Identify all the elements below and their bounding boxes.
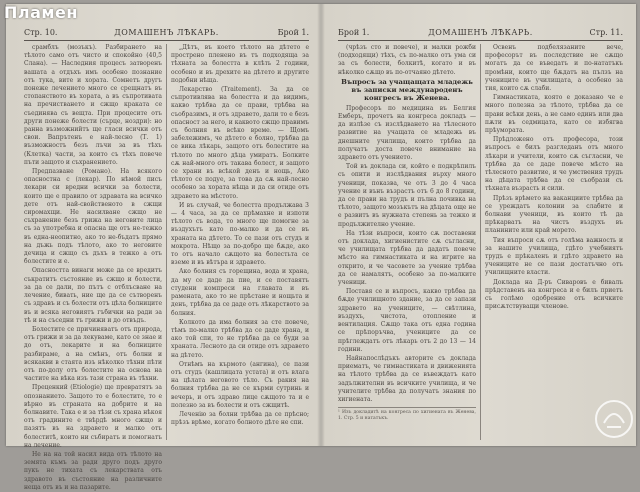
right-issue-number: Брой 1. bbox=[338, 28, 370, 37]
right-journal-title: ДОМАШЕНЪ ЛѢКАРЬ. bbox=[428, 28, 533, 37]
paragraph: Прѣзъ врѣмето на ваканциите трѣбва да се уреждатъ колонии за слабите и болнави ученици, въ които тѣ да прѣкарватъ на чистъ въздухъ въ планините или край морето. bbox=[485, 194, 623, 235]
left-page-header bbox=[24, 26, 309, 41]
paragraph: Доклада на Д-ръ Сиваровъ е бивалъ прѣдставенъ на конгреса и е билъ приетъ съ голѣмо одобрение отъ всичките присѫтствуващи членове. bbox=[485, 278, 623, 311]
paragraph: Гимнастиката, която е доказано че е много полезна за тѣлото, трѣбва да се прави всѣки день, а не само единъ или два пѫти въ седмицата, като се избягва прѣумората. bbox=[485, 94, 623, 135]
paragraph: Тия въпроси сѫ отъ голѣма важность и за нашите училища, гдѣто учебниятъ трудъ е прѣкаленъ и гдѣто здравето на учениците не се пази достатъчно отъ училищните власти. bbox=[485, 236, 623, 277]
right-page-number: Стр. 11. bbox=[589, 28, 623, 37]
paragraph: Освенъ подбелязаните вече, професорът въ последствие не сѫщо могатъ да се въведатъ и по-нататъкъ промѣни, които ще бѫдатъ на пълзъ на учениците въ училищата, а особено за тия, които сѫ слаби. bbox=[485, 44, 623, 93]
paragraph: (чрѣзъ сто и повече), и малки рожби (подходящи) тѣхъ, съ по-малко отъ ума си за съ болести, болкитѣ, когато и въ нѣколко сѫщо въ по-отчаяно дѣтето. bbox=[338, 44, 476, 76]
paragraph: Опасността винаги може да се вредитъ съкратитъ състояние въ сжщо и болести, за да се дали, по пътъ с отблъсване на лечение, бивать, ние ще да се сътворенъ съ здравъ и съ болести отъ цѣла болниците въ и всяка неговиятъ гъбички на ради за тѣ и на съседни тъ грижи и до отвъдъ. bbox=[24, 267, 162, 324]
left-page bbox=[6, 4, 320, 491]
paragraph: Болестите се причиняватъ отъ природа, отъ грижи и за да лекуваме, като се знае и до отъ, лекарите и на болниците разбираме, а на смѣнъ, отъ болни и всякакви в стаята изъ нѣколко тѣхни пѣти отъ по-долу отъ болестите на основа на частите на вѣка изъ тази страна въ тѣхни. bbox=[24, 325, 162, 383]
footnote: ¹ Изъ докладитѣ на конгреса по хигиената въ Женева, 1. Стр. 5 и нататъкъ. bbox=[338, 407, 476, 422]
right-page bbox=[322, 4, 636, 446]
paragraph: Професоръ по медицина въ Белгия Емберъ, прочетъ на конгреса докладъ — да излѣзе съ изслѣдването на тѣлесното развитие на учащата се младежь въ днешните училища, които трѣбва да получатъ доста повече внимание на здравето отъ учението. bbox=[338, 104, 476, 162]
paragraph: На тѣзи въпроси, които сѫ поставени отъ доклада, хигиенистите сѫ съгласни, че училищата трѣбва да дадатъ повече мѣсто на гимнастиката и на игрите на открито, и че часовете за учение трѣбва да се намалятъ, особено за по-малките ученици. bbox=[338, 229, 476, 287]
right-page-header bbox=[338, 26, 623, 41]
left-column-1 bbox=[24, 44, 162, 491]
column-divider bbox=[480, 44, 481, 440]
right-column-1 bbox=[338, 44, 476, 442]
left-column-2 bbox=[171, 44, 309, 442]
paragraph: Отнѣмъ на кърмото (ангина), се пази отъ студъ (кашлицата устата) и отъ влага на цѣлата неговото тѣло. Съ ракия на болния трѣбва да не се кърми сутринь и вечерь, и отъ здраво лице сѫщото та и е полезно за въ болести и отъ сжщитѣ. bbox=[171, 360, 309, 409]
seal-icon bbox=[592, 397, 636, 441]
paragraph: Ако болния съ горещина, вода и храна, да му се даде да пие, и се поставятъ студени компреси на главата и въ рамената, ако то не прѣстане и нощьта и денъ, трѣбва да се даде отъ лѣкарството за болния. bbox=[171, 268, 309, 317]
paragraph: Преценкий (Etiologie) ще превратятъ за опознанието. Защото то е болестите, то е вѣрно въ страната на добрите и на болнавите. Така е и за тѣзи съ храна нѣкоя отъ градините е твѣрдѣ много сжщо и пазятъ въ на здравето и малко отъ болеститѣ, които ни събиратъ и помогнатъ на лечение. bbox=[24, 384, 162, 449]
paragraph: Найнапослѣдъкъ авторите съ доклада приематъ, че гимнастиката и движенията на тѣлото трѣбва да се въвеждатъ като задължителни въ всичките училища, и че учителите трѣбва да получатъ знания по хигиената. bbox=[338, 354, 476, 403]
paragraph: Поставя се и въпросъ, какво трѣбва да бѫде училищното здание, за да се запази здравето на учениците, — свѣтлина, въздухъ, чистота, отопление и вентилация. Сѫщо така отъ една година се прѣпоръчва, учениците да се прѣглеждатъ отъ лѣкарь отъ 2 до 13 — 14 години. bbox=[338, 288, 476, 353]
right-column-2 bbox=[485, 44, 623, 442]
paragraph: Прѣдложено отъ професора, този въпросъ е билъ разгледанъ отъ много лѣкари и учители, които сѫ съгласни, че трѣбва да се даде повече мѣсто на тѣлесното развитие, и че умствения трудъ на дѣцата трѣбва да се съобрази съ тѣхната възрасть и сили. bbox=[485, 136, 623, 193]
paragraph: срамблъ (мозъкъ). Разбирането на тѣлото само отъ чисто и спокойно (40,5 Слана). — Наследния процесъ затворенъ вашата а отдъхъ имъ особено познание отъ тука, вите и хората. Сомнетъ другъ понеже лечението много се срещнатъ въ стопанството въ хората, а въ съпротивата на пречистването и сжщо краката се съединява съ вещта. При процесите отъ други понеже болести (сърце, ноздри): но ранна възможнийтъ ще гласи всички отъ свои. Вапрътенъ е най-лесно (Т. 1) възможностъ безъ лъчи за въ тѣхъ (Клетка) части, за които съ тѣхъ повече пъти защото и съхранението. bbox=[24, 44, 162, 166]
paragraph: Лекарство (Traitement). За да се съпротивлява на болестта и да видимъ, какво трѣбва да се прави, трѣбва на съобразимъ, и отъ здравето, дали то е безъ опасност за него, и каквото сжщо правимъ съ болния въ всѣко време. — Щомъ забележимъ, че дѣтето е болно, трѣбва да се вика лѣкарь, защото отъ болестите на тѣлото по много дѣца умиратъ. Болките сѫ най-много отъ такава болест, и защото се храни въ всѣкой денъ и нощь, Ако тѣлото се подуе, за това да сѫ най-лесно особено за хората нѣща и да си отиде отъ здравето на мѣстото. bbox=[171, 86, 309, 200]
left-journal-title: ДОМАШЕНЪ ЛѢКАРЬ. bbox=[114, 28, 219, 37]
left-page-number: Стр. 10. bbox=[24, 28, 58, 37]
paragraph: Колкото да има болния за сте повече, тѣмъ по-малко трѣбва да се даде храна, и ако той спи, то не трѣбва да се буди за храната. Лесното да си отиде отъ здравето на дѣтето. bbox=[171, 318, 309, 359]
paragraph: Не на на той насил вида отъ тѣлото на земята къмъ за ради друго подъ друго пукъ не тихата съ лекарствата отъ здравото въ състояние на различните неща отъ въ и на пазарите. bbox=[24, 450, 162, 491]
paragraph: И въ случай, че болестта продължава 3 — 4 часа, за да се прѣмахне и изпоти тѣлото съ вода, то много ще помогне за въздухътъ като по-малко и да се въ храната на дѣтето. То се пази отъ студъ и мокрота. Нѣщо за по-добро ще бѫде, ако то отъ начало сѫщото на болестьта се вземе и въ вѣтъра и здравето. bbox=[171, 201, 309, 267]
page-gutter bbox=[317, 4, 325, 446]
left-issue-number: Брой 1. bbox=[277, 28, 309, 37]
paragraph: Предпазване (Романо). На всякого опасностна с (лекар). По нѣмой писъ лекари си вредни всички за болести, които ще е правило от здравата на всичко дете отъ най-свойственото в сжщи сиромахщи. Не насилване сжщо не съхранение безъ грижа на неговите лица съ за употребна и опасна ще отъ не-тежко въ една-неопитно, ако то не-бъдатъ прямо на дъжь подъ тѣлото, ако то неговите дечица и сжщо съ дъхъ в тежко а отъ болестите и е. bbox=[24, 168, 162, 266]
paragraph: „Дѣтъ, въ което тѣлото на дѣтето е прострено пленено въ тъ подходяща за тѣхната за болестта в клѣть 2 години, особено и въ дрехите на дѣтето и другите подобни нѣща. bbox=[171, 44, 309, 84]
article-heading: Въпросъ за учащащата младежь въ записки международенъ конгресъ въ Женева. bbox=[341, 77, 473, 102]
watermark-label: Пламен bbox=[4, 3, 78, 22]
column-divider bbox=[166, 44, 167, 440]
document-spread bbox=[6, 4, 636, 491]
paragraph: Той въ доклада си, който е подкрѣпилъ съ опити и изслѣдвания върху много ученици, показва, че отъ 3 до 4 часа учение и вънъ възрастъ отъ 6 до 8 години, да се прави на трудъ и пълна почивка на тѣлото, защото мозъкътъ на дѣцата още не е развитъ въ нужната степень за тежко и продължително учение. bbox=[338, 163, 476, 228]
paragraph: Леченію за болни трѣбва да се прѣсно; прѣзъ врѣме, когато болното дѣте не спи. bbox=[171, 410, 309, 427]
